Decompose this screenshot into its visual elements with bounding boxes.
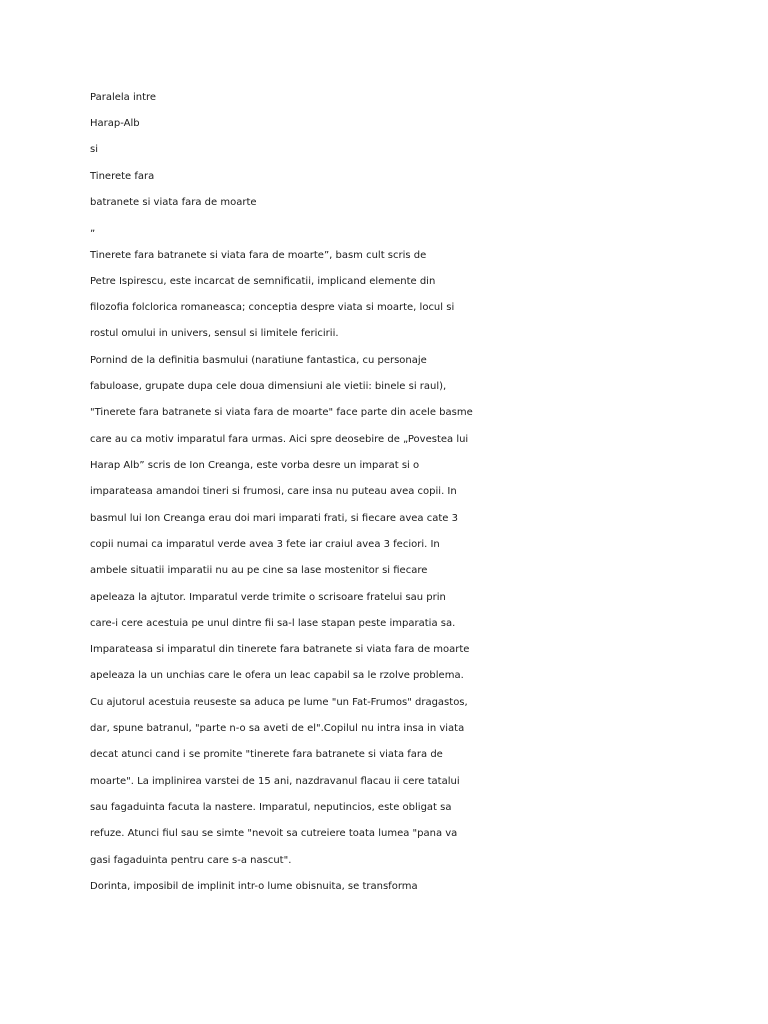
- body-line: refuze. Atunci fiul sau se simte "nevoit sa cutreiere toata lumea "pana va: [90, 828, 458, 839]
- body-line: "Tinerete fara batranete si viata fara de moarte" face parte din acele basme: [90, 407, 473, 418]
- body-line: dar, spune batranul, "parte n-o sa aveti de el".Copilul nu intra insa in viata: [90, 723, 465, 734]
- title-line: Paralela intre: [90, 92, 157, 103]
- body-line: care-i cere acestuia pe unul dintre fii sa-l lase stapan peste imparatia sa.: [90, 618, 456, 629]
- body-line: Harap Alb” scris de Ion Creanga, este vorba desre un imparat si o: [90, 460, 420, 471]
- body-line: apeleaza la un unchias care le ofera un leac capabil sa le rzolve problema.: [90, 670, 464, 681]
- body-line: Tinerete fara batranete si viata fara de moarte”, basm cult scris de: [90, 250, 427, 261]
- body-line: Dorinta, imposibil de implinit intr-o lume obisnuita, se transforma: [90, 881, 418, 892]
- body-line: „: [90, 223, 96, 234]
- body-line: copii numai ca imparatul verde avea 3 fete iar craiul avea 3 feciori. In: [90, 539, 440, 550]
- body-line: Imparateasa si imparatul din tinerete fara batranete si viata fara de moarte: [90, 644, 470, 655]
- body-line: apeleaza la ajtutor. Imparatul verde trimite o scrisoare fratelui sau prin: [90, 592, 446, 603]
- title-line: Harap-Alb: [90, 118, 140, 129]
- body-line: basmul lui Ion Creanga erau doi mari imparati frati, si fiecare avea cate 3: [90, 513, 458, 524]
- body-line: Cu ajutorul acestuia reuseste sa aduca pe lume "un Fat-Frumos" dragastos,: [90, 697, 468, 708]
- body-line: ambele situatii imparatii nu au pe cine sa lase mostenitor si fiecare: [90, 565, 428, 576]
- body-line: care au ca motiv imparatul fara urmas. Aici spre deosebire de „Povestea lui: [90, 434, 469, 445]
- body-line: imparateasa amandoi tineri si frumosi, care insa nu puteau avea copii. In: [90, 486, 457, 497]
- title-line: batranete si viata fara de moarte: [90, 197, 257, 208]
- body-line: sau fagaduinta facuta la nastere. Imparatul, neputincios, este obligat sa: [90, 802, 452, 813]
- body-line: Pornind de la definitia basmului (naratiune fantastica, cu personaje: [90, 355, 427, 366]
- body-line: Petre Ispirescu, este incarcat de semnificatii, implicand elemente din: [90, 276, 436, 287]
- title-line: Tinerete fara: [90, 171, 155, 182]
- body-line: filozofia folclorica romaneasca; conceptia despre viata si moarte, locul si: [90, 302, 455, 313]
- body-line: rostul omului in univers, sensul si limitele fericirii.: [90, 328, 339, 339]
- body-line: decat atunci cand i se promite "tinerete fara batranete si viata fara de: [90, 749, 443, 760]
- body-line: gasi fagaduinta pentru care s-a nascut".: [90, 855, 292, 866]
- title-line: si: [90, 144, 98, 155]
- body-line: fabuloase, grupate dupa cele doua dimensiuni ale vietii: binele si raul),: [90, 381, 447, 392]
- body-line: moarte". La implinirea varstei de 15 ani, nazdravanul flacau ii cere tatalui: [90, 776, 460, 787]
